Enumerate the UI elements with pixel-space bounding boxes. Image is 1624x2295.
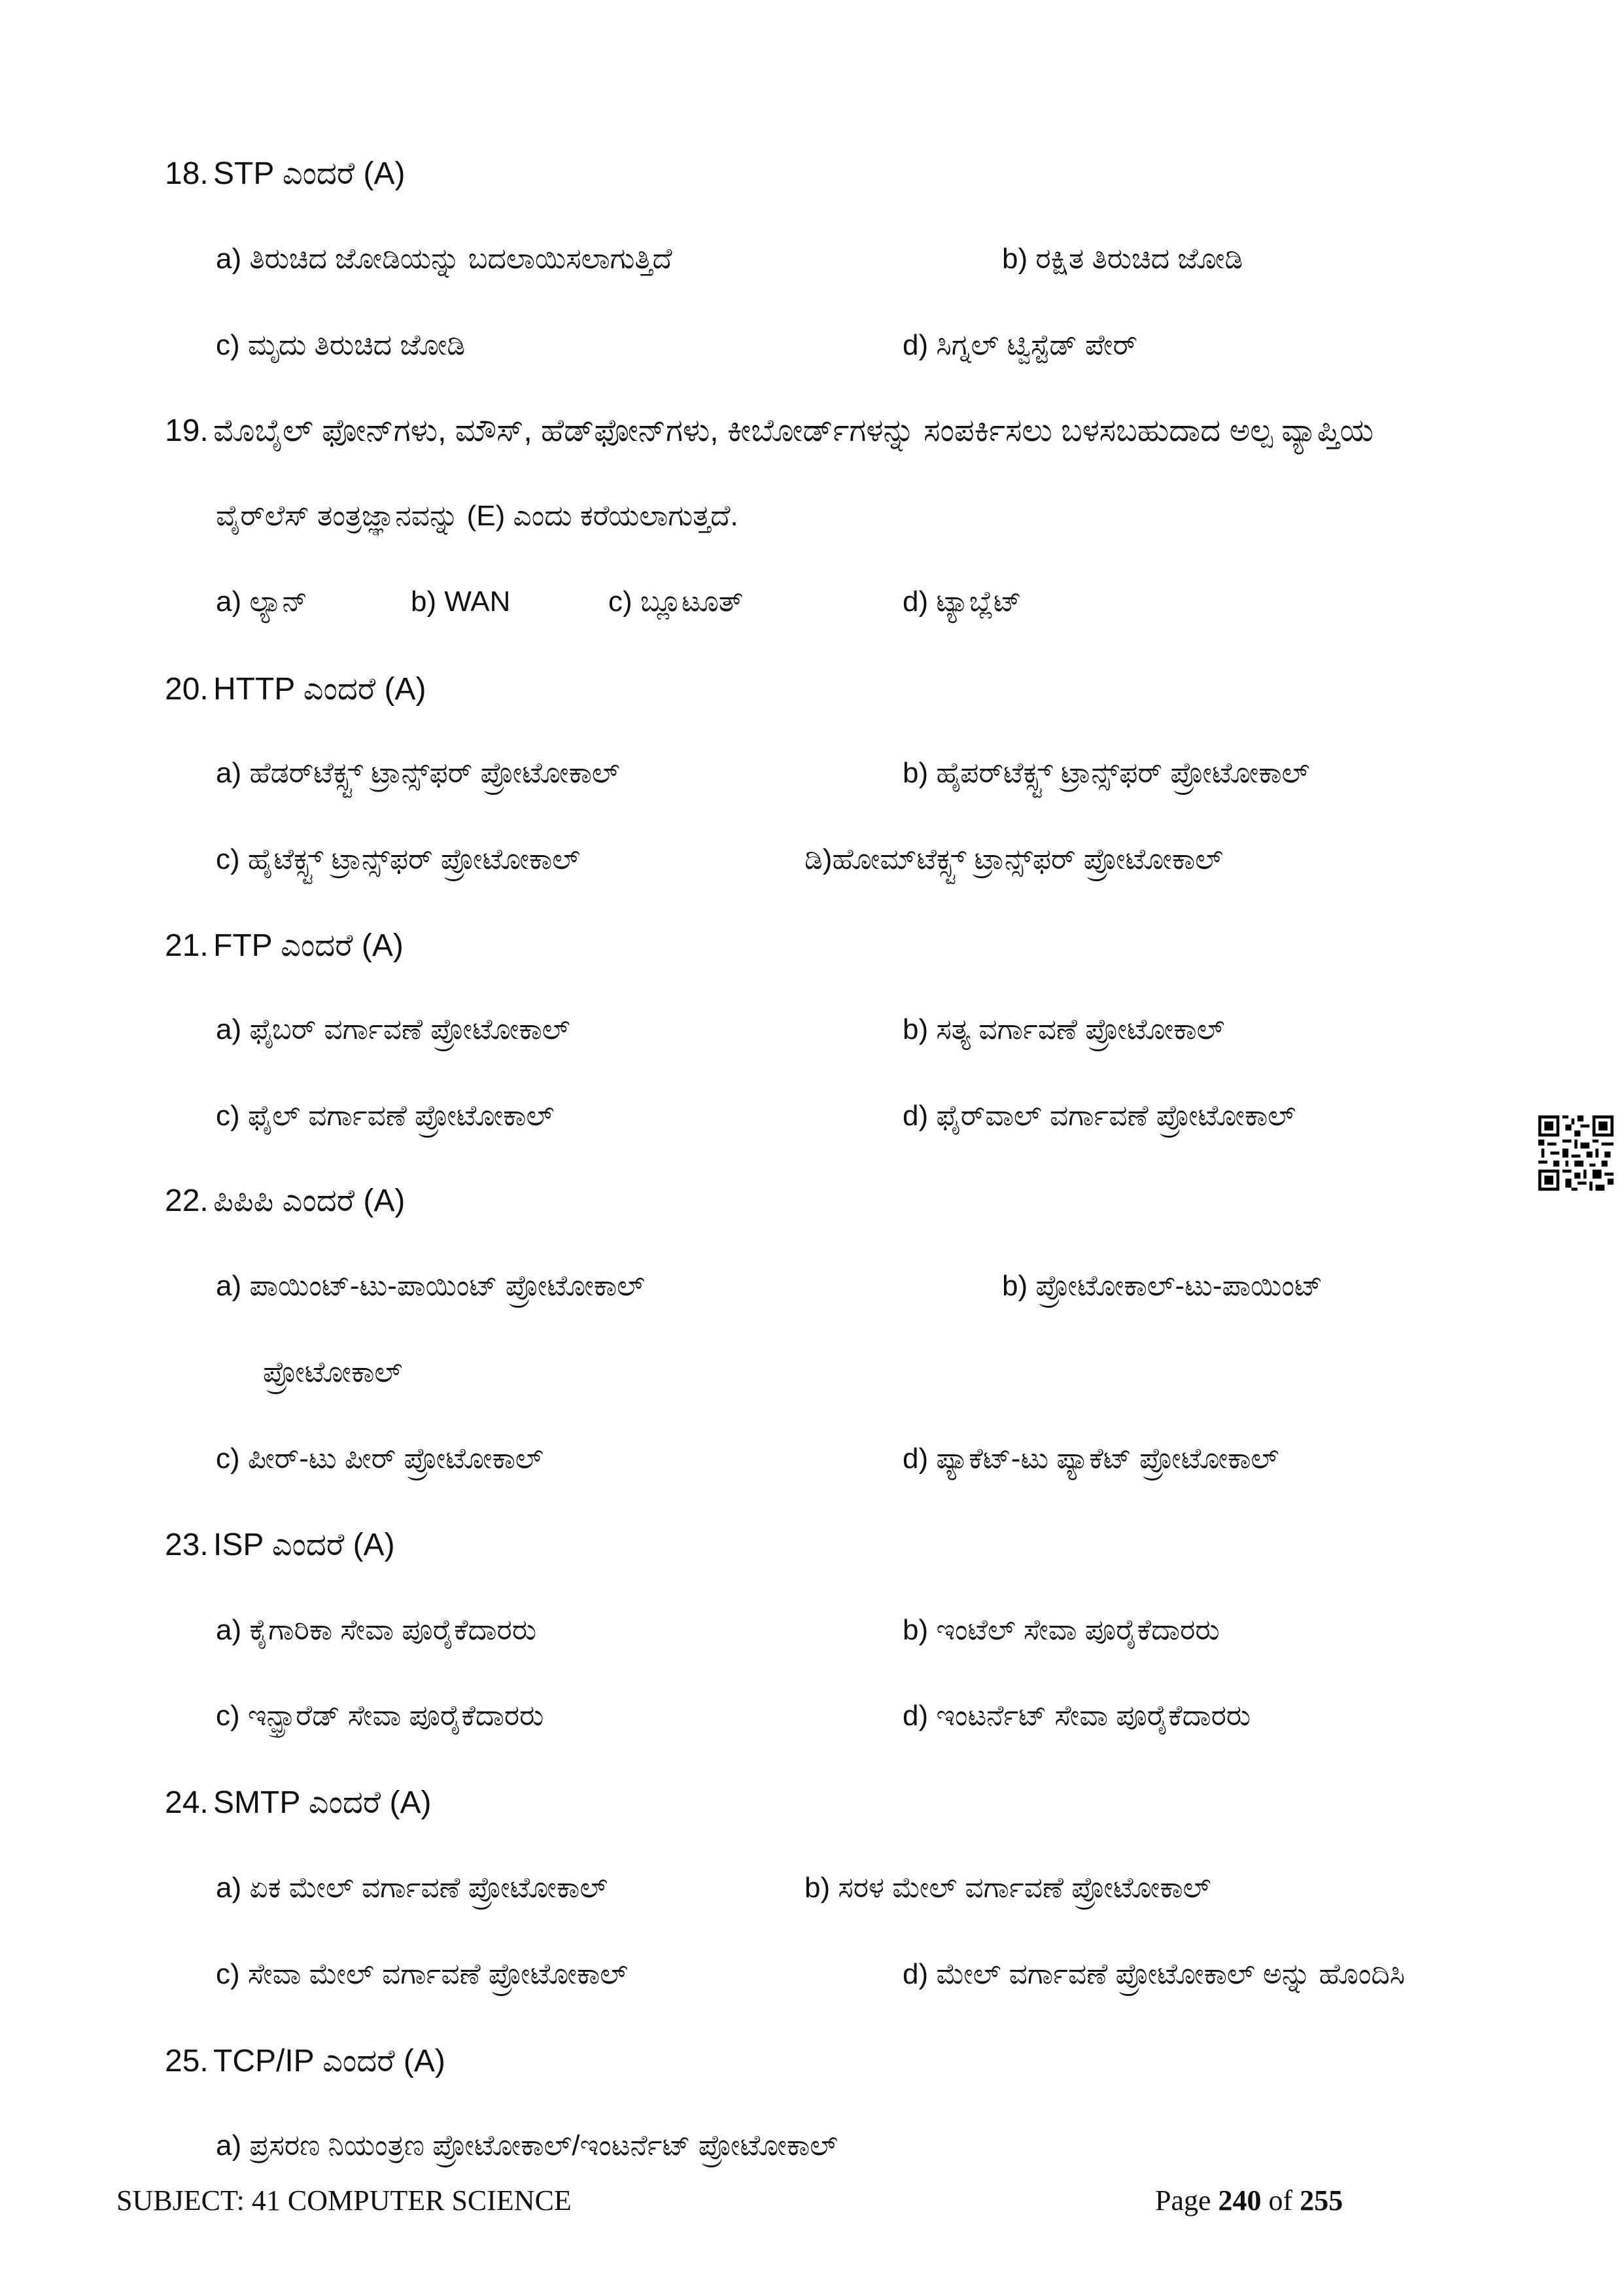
q24-option-d: d) ಮೇಲ್ ವರ್ಗಾವಣೆ ಪ್ರೋಟೋಕಾಲ್ ಅನ್ನು ಹೊಂದಿಸಿ	[903, 1958, 1406, 1990]
q21-option-c: c) ಫೈಲ್ ವರ್ಗಾವಣೆ ಪ್ರೋಟೋಕಾಲ್	[216, 1100, 555, 1132]
q19-option-b: b) WAN	[411, 586, 511, 618]
question-24-title: 24. SMTP ಎಂದರೆ (A)	[165, 1785, 432, 1820]
q22-option-b-continued: ಪ್ರೋಟೋಕಾಲ್	[263, 1356, 403, 1388]
q21-option-b: b) ಸತ್ಯ ವರ್ಗಾವಣೆ ಪ್ರೋಟೋಕಾಲ್	[903, 1013, 1225, 1045]
q24-option-b: b) ಸರಳ ಮೇಲ್ ವರ್ಗಾವಣೆ ಪ್ರೋಟೋಕಾಲ್	[804, 1872, 1211, 1904]
q21-option-a: a) ಫೈಬರ್ ವರ್ಗಾವಣೆ ಪ್ರೋಟೋಕಾಲ್	[216, 1013, 570, 1045]
question-22-title: 22. ಪಿಪಿಪಿ ಎಂದರೆ (A)	[165, 1183, 406, 1218]
q20-option-b: b) ಹೈಪರ್‌ಟೆಕ್ಸ್ಟ್ ಟ್ರಾನ್ಸ್‌ಫರ್ ಪ್ರೋಟೋಕಾಲ್	[903, 757, 1310, 789]
q18-option-c: c) ಮೃದು ತಿರುಚಿದ ಜೋಡಿ	[216, 329, 466, 361]
q24-option-c: c) ಸೇವಾ ಮೇಲ್ ವರ್ಗಾವಣೆ ಪ್ರೋಟೋಕಾಲ್	[216, 1958, 629, 1990]
q23-option-d: d) ಇಂಟರ್ನೆಟ್ ಸೇವಾ ಪೂರೈಕೆದಾರರು	[903, 1700, 1251, 1732]
q23-option-b: b) ಇಂಟೆಲ್ ಸೇವಾ ಪೂರೈಕೆದಾರರು	[903, 1614, 1220, 1646]
q21-option-d: d) ಫೈರ್‌ವಾಲ್ ವರ್ಗಾವಣೆ ಪ್ರೋಟೋಕಾಲ್	[903, 1100, 1296, 1132]
q22-option-d: d) ಪ್ಯಾಕೆಟ್-ಟು ಪ್ಯಾಕೆಟ್ ಪ್ರೋಟೋಕಾಲ್	[903, 1443, 1279, 1475]
q22-option-c: c) ಪೀರ್-ಟು ಪೀರ್ ಪ್ರೋಟೋಕಾಲ್	[216, 1443, 544, 1475]
q18-option-d: d) ಸಿಗ್ನಲ್ ಟ್ವಿಸ್ಟೆಡ್ ಪೇರ್	[903, 329, 1138, 361]
footer-page-number: Page 240 of 255	[1155, 2184, 1343, 2216]
q23-option-a: a) ಕೈಗಾರಿಕಾ ಸೇವಾ ಪೂರೈಕೆದಾರರು	[216, 1614, 537, 1646]
q22-option-a: a) ಪಾಯಿಂಟ್-ಟು-ಪಾಯಿಂಟ್ ಪ್ರೋಟೋಕಾಲ್	[216, 1270, 645, 1302]
question-19-title-continued: ವೈರ್‌ಲೆಸ್ ತಂತ್ರಜ್ಞಾನವನ್ನು (E) ಎಂದು ಕರೆಯಲಾಗುತ್ತದೆ.	[216, 500, 738, 532]
qr-code-icon	[1538, 1115, 1614, 1191]
q24-option-a: a) ಏಕ ಮೇಲ್ ವರ್ಗಾವಣೆ ಪ್ರೋಟೋಕಾಲ್	[216, 1872, 608, 1904]
question-23-title: 23. ISP ಎಂದರೆ (A)	[165, 1528, 395, 1562]
q20-option-c: c) ಹೈಟೆಕ್ಸ್ಟ್ ಟ್ರಾನ್ಸ್‌ಫರ್ ಪ್ರೋಟೋಕಾಲ್	[216, 843, 581, 875]
question-19-title: 19. ಮೊಬೈಲ್ ಫೋನ್‌ಗಳು, ಮೌಸ್, ಹೆಡ್‌ಫೋನ್‌ಗಳು, ಕೀಬೋರ್ಡ್‌ಗಳನ್ನು ಸಂಪರ್ಕಿಸಲು ಬಳಸಬಹುದಾದ ಅಲ್ಪ ವ್ಯಾಪ್ತಿಯ	[165, 413, 1373, 448]
q22-option-b: b) ಪ್ರೋಟೋಕಾಲ್-ಟು-ಪಾಯಿಂಟ್	[1002, 1270, 1323, 1302]
q23-option-c: c) ಇನ್ಫ್ರಾರೆಡ್ ಸೇವಾ ಪೂರೈಕೆದಾರರು	[216, 1700, 544, 1732]
question-21-title: 21. FTP ಎಂದರೆ (A)	[165, 928, 404, 963]
q19-option-c: c) ಬ್ಲೂಟೂತ್	[608, 586, 744, 618]
q25-option-a: a) ಪ್ರಸರಣ ನಿಯಂತ್ರಣ ಪ್ರೋಟೋಕಾಲ್/ಇಂಟರ್ನೆಟ್ ಪ್ರೋಟೋಕಾಲ್	[216, 2129, 838, 2162]
q20-option-a: a) ಹೆಡರ್‌ಟೆಕ್ಸ್ಟ್ ಟ್ರಾನ್ಸ್‌ಫರ್ ಪ್ರೋಟೋಕಾಲ್	[216, 757, 620, 789]
q19-option-a: a) ಲ್ಯಾನ್	[216, 586, 308, 618]
question-25-title: 25. TCP/IP ಎಂದರೆ (A)	[165, 2044, 445, 2078]
question-20-title: 20. HTTP ಎಂದರೆ (A)	[165, 672, 426, 707]
q20-option-d: ಡಿ)ಹೋಮ್‌ಟೆಕ್ಸ್ಟ್ ಟ್ರಾನ್ಸ್‌ಫರ್ ಪ್ರೋಟೋಕಾಲ್	[804, 843, 1223, 875]
q19-option-d: d) ಟ್ಯಾಬ್ಲೆಟ್	[903, 586, 1022, 618]
footer-subject: SUBJECT: 41 COMPUTER SCIENCE	[116, 2184, 572, 2216]
q18-option-a: a) ತಿರುಚಿದ ಜೋಡಿಯನ್ನು ಬದಲಾಯಿಸಲಾಗುತ್ತಿದೆ	[216, 243, 672, 275]
q18-option-b: b) ರಕ್ಷಿತ ತಿರುಚಿದ ಜೋಡಿ	[1002, 243, 1243, 275]
question-18-title: 18. STP ಎಂದರೆ (A)	[165, 156, 406, 191]
